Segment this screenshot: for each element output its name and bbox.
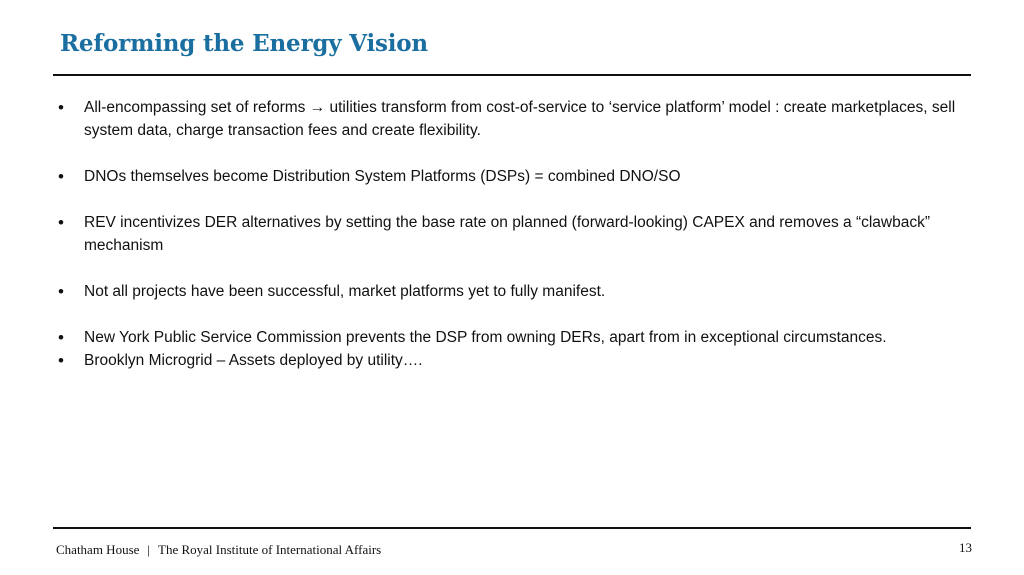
bullet-text: Not all projects have been successful, market platforms yet to fully manifest. [84, 283, 606, 300]
bullet-item [58, 349, 958, 372]
footer-divider [53, 527, 971, 529]
title-divider [53, 74, 971, 76]
footer-org: Chatham House [56, 542, 140, 557]
slide-title: Reforming the Energy Vision [60, 30, 428, 57]
bullet-item [58, 211, 958, 257]
bullet-text: Brooklyn Microgrid – Assets deployed by utility…. [84, 352, 423, 369]
bullet-item [58, 165, 958, 188]
bullet-item [58, 96, 958, 142]
bullet-list [58, 96, 958, 372]
bullet-item [58, 280, 958, 303]
footer-institute: The Royal Institute of International Affairs [158, 542, 382, 557]
bullet-text: utilities transform from cost-of-service to ‘service platform’ model : create marketplaces, sell system data, charge transaction fees and create flexibility. [84, 99, 956, 139]
footer-separator: | [147, 542, 151, 557]
footer [56, 542, 381, 558]
bullet-text: REV incentivizes DER alternatives by setting the base rate on planned (forward-looking) CAPEX and removes a “clawback” mechanism [84, 214, 931, 254]
bullet-text: New York Public Service Commission prevents the DSP from owning DERs, apart from in exceptional circumstances. [84, 329, 887, 346]
bullet-text: All-encompassing set of reforms [84, 99, 310, 116]
page-number: 13 [959, 540, 972, 555]
bullet-item [58, 326, 958, 349]
arrow-icon: → [309, 99, 326, 116]
bullet-text: DNOs themselves become Distribution System Platforms (DSPs) = combined DNO/SO [84, 168, 681, 185]
